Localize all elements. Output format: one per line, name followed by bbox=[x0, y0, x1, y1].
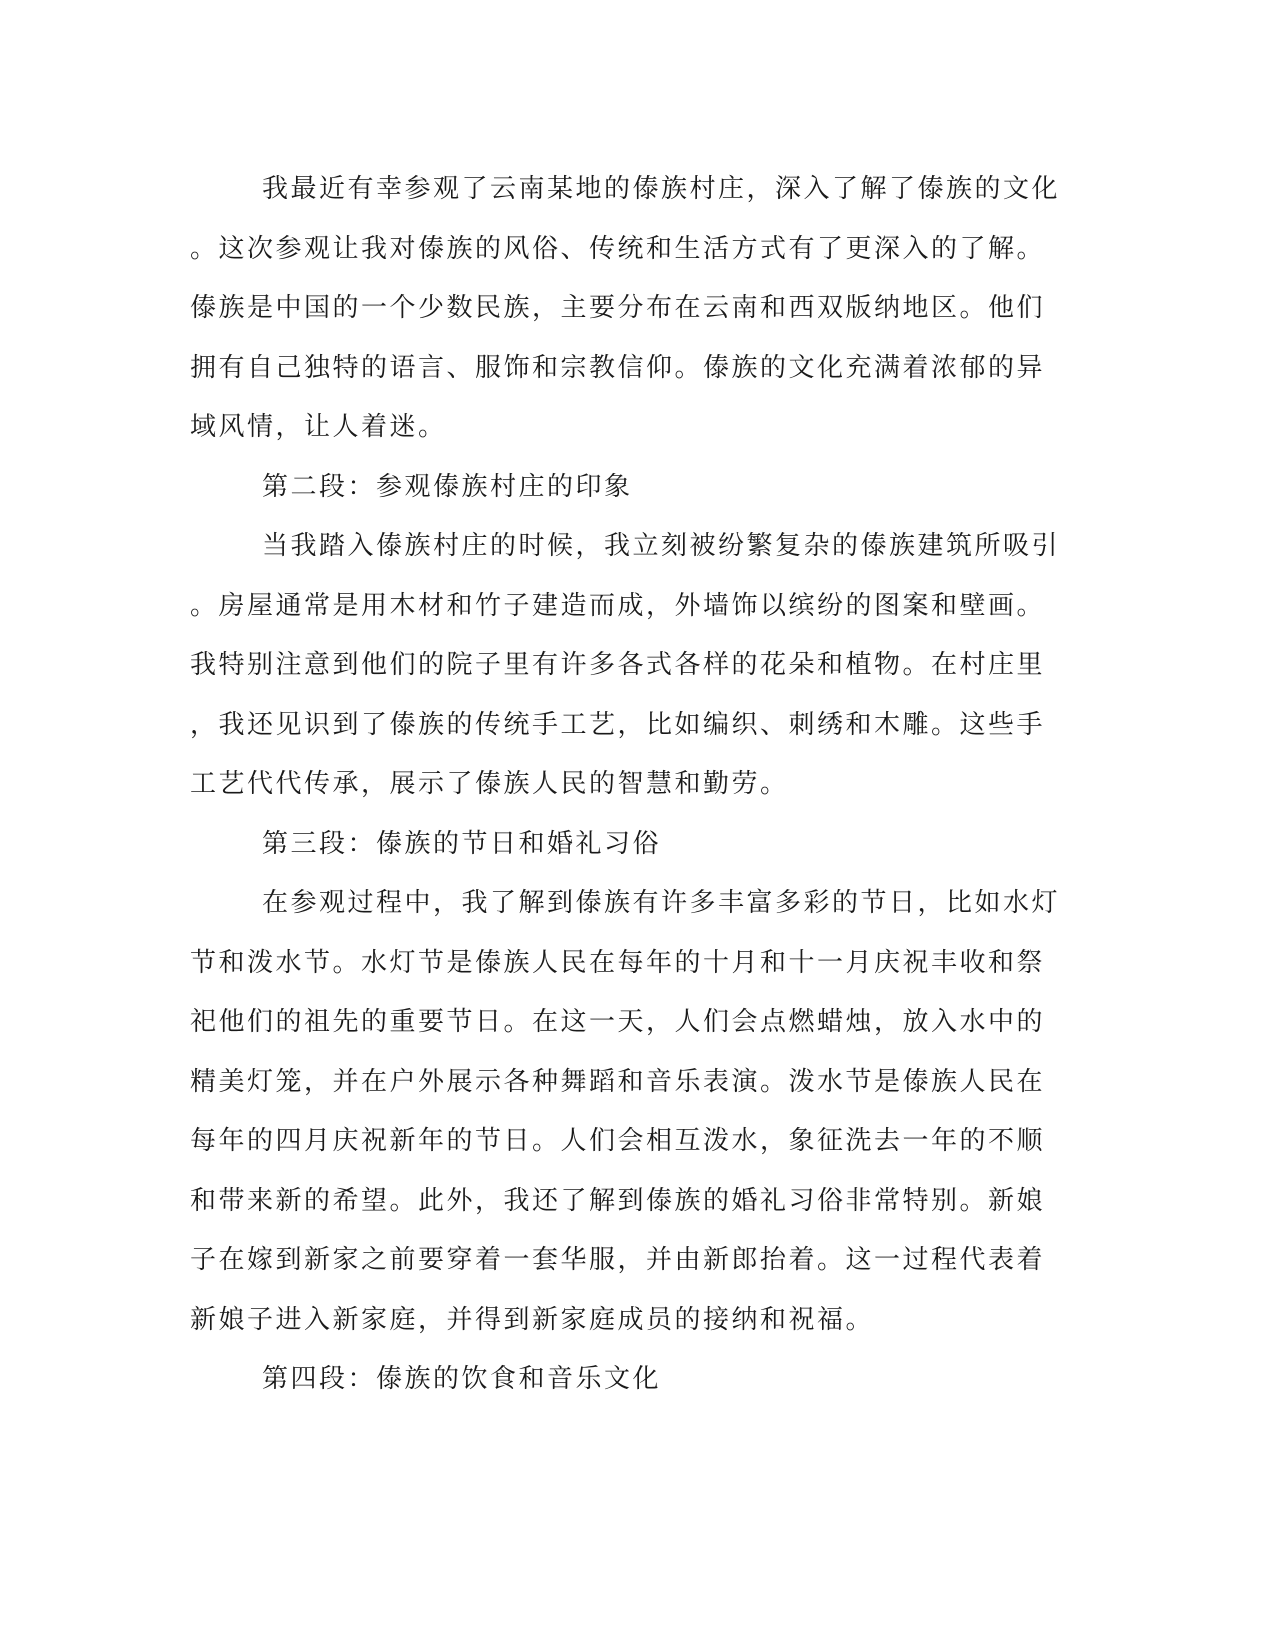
text-line: 傣族是中国的一个少数民族，主要分布在云南和西双版纳地区。他们 bbox=[190, 293, 1046, 323]
section-heading: 第三段：傣族的节日和婚礼习俗 bbox=[262, 828, 662, 859]
text-line: 。这次参观让我对傣族的风俗、传统和生活方式有了更深入的了解。 bbox=[190, 233, 1046, 264]
section-heading: 第二段：参观傣族村庄的印象 bbox=[262, 471, 633, 502]
text-line: 祀他们的祖先的重要节日。在这一天，人们会点燃蜡烛，放入水中的 bbox=[190, 1007, 1046, 1037]
text-line: 每年的四月庆祝新年的节日。人们会相互泼水，象征洗去一年的不顺 bbox=[190, 1126, 1046, 1156]
text-line: ，我还见识到了傣族的传统手工艺，比如编织、刺绣和木雕。这些手 bbox=[190, 709, 1046, 740]
text-line: 在参观过程中，我了解到傣族有许多丰富多彩的节日，比如水灯 bbox=[262, 888, 1061, 918]
text-line: 和带来新的希望。此外，我还了解到傣族的婚礼习俗非常特别。新娘 bbox=[190, 1185, 1046, 1216]
text-line: 工艺代代传承，展示了傣族人民的智慧和勤劳。 bbox=[190, 769, 789, 799]
text-line: 新娘子进入新家庭，并得到新家庭成员的接纳和祝福。 bbox=[190, 1304, 875, 1335]
text-line: 当我踏入傣族村庄的时候，我立刻被纷繁复杂的傣族建筑所吸引 bbox=[262, 531, 1061, 561]
text-line: 精美灯笼，并在户外展示各种舞蹈和音乐表演。泼水节是傣族人民在 bbox=[190, 1066, 1046, 1097]
text-line: 子在嫁到新家之前要穿着一套华服，并由新郎抬着。这一过程代表着 bbox=[190, 1245, 1046, 1275]
document-body bbox=[190, 160, 1100, 1410]
text-line: 拥有自己独特的语言、服饰和宗教信仰。傣族的文化充满着浓郁的异 bbox=[190, 352, 1046, 383]
text-line: 域风情，让人着迷。 bbox=[190, 412, 447, 442]
text-line: 我最近有幸参观了云南某地的傣族村庄，深入了解了傣族的文化 bbox=[262, 174, 1061, 204]
text-line: 我特别注意到他们的院子里有许多各式各样的花朵和植物。在村庄里 bbox=[190, 650, 1046, 680]
text-line: 。房屋通常是用木材和竹子建造而成，外墙饰以缤纷的图案和壁画。 bbox=[190, 590, 1046, 621]
section-heading: 第四段：傣族的饮食和音乐文化 bbox=[262, 1364, 662, 1394]
text-line: 节和泼水节。水灯节是傣族人民在每年的十月和十一月庆祝丰收和祭 bbox=[190, 947, 1046, 978]
